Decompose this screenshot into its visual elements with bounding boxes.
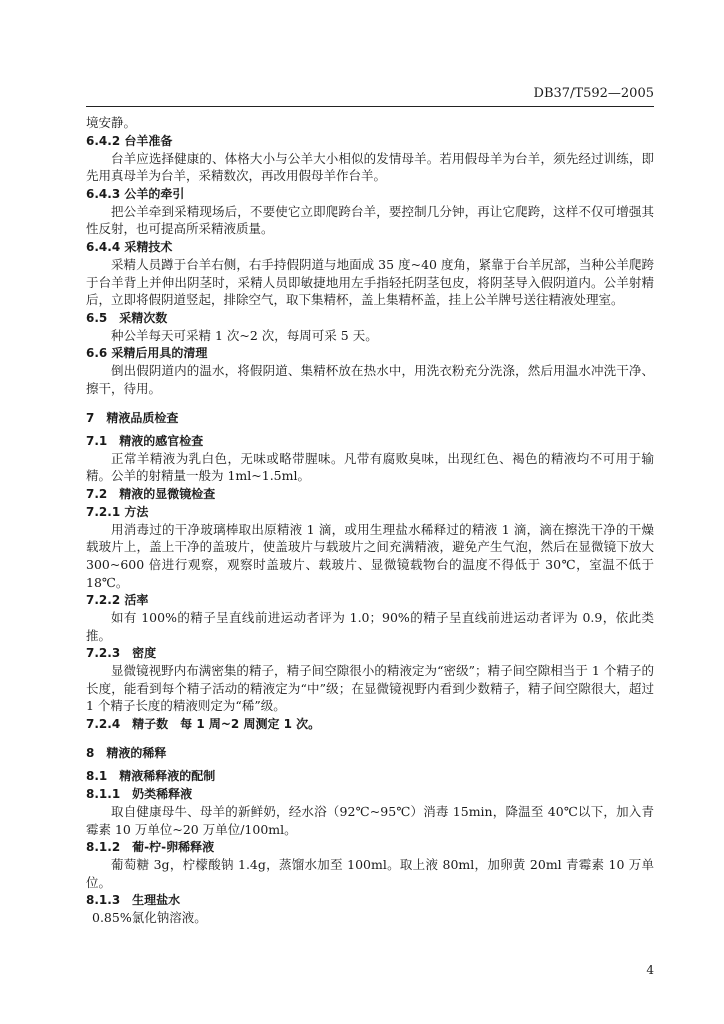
section-heading: 8.1.3 生理盐水	[86, 893, 181, 908]
paragraph-text: 倒出假阴道内的温水，将假阴道、集精杯放在热水中，用洗衣粉充分洗涤，然后用温水冲洗干净、擦干，待用。	[86, 363, 654, 396]
section-heading: 6.4.2 台羊准备	[86, 133, 173, 148]
section-heading: 6.4.4 采精技术	[86, 239, 173, 254]
section-heading: 7.2 精液的显微镜检查	[86, 486, 216, 501]
paragraph-text: 显微镜视野内布满密集的精子，精子间空隙很小的精液定为“密级”；精子间空隙相当于 1 个精子的长度，能看到每个精子活动的精液定为“中”级；在显微镜视野内看到少数精子，精子间空隙很大，超过 1 个精子长度的精液则定为“稀”级。	[86, 663, 654, 714]
paragraph-text: 境安静。	[86, 115, 137, 130]
section-heading: 6.5 采精次数	[86, 310, 168, 325]
section-heading: 8.1 精液稀释液的配制	[86, 769, 216, 784]
section-heading: 7.2.1 方法	[86, 504, 149, 519]
paragraph-text: 种公羊每天可采精 1 次~2 次，每周可采 5 天。	[111, 327, 378, 343]
paragraph-text: 用消毒过的干净玻璃棒取出原精液 1 滴，或用生理盐水稀释过的精液 1 滴，滴在擦洗干净的干燥载玻片上，盖上干净的盖玻片，使盖玻片与载玻片之间充满精液，避免产生气泡，然后在显微镜下放大 300~600 倍进行观察，观察时盖玻片、载玻片、显微镜载物台的温度不得低于 30℃，室温不低于 18℃。	[86, 521, 654, 590]
document-body	[86, 114, 654, 927]
section-heading: 7.2.3 密度	[86, 646, 157, 661]
paragraph-text: 正常羊精液为乳白色，无味或略带腥味。凡带有腐败臭味，出现红色、褐色的精液均不可用于输精。公羊的射精量一般为 1ml~1.5ml。	[86, 450, 654, 484]
header-rule	[86, 106, 654, 107]
page-number: 4	[646, 963, 654, 977]
chapter-heading: 7 精液品质检查	[86, 410, 179, 425]
paragraph-text: 如有 100%的精子呈直线前进运动者评为 1.0；90%的精子呈直线前进运动者评为 0.9，依此类推。	[86, 610, 654, 643]
section-heading: 8.1.1 奶类稀释液	[86, 787, 193, 802]
paragraph-text: 采精人员蹲于台羊右侧，右手持假阴道与地面成 35 度~40 度角，紧靠于台羊尻部，当种公羊爬跨于台羊背上并伸出阴茎时，采精人员即敏捷地用左手指轻托阴茎包皮，将阴茎导入假阴道内。公羊射精后，立即将假阴道竖起，排除空气，取下集精杯，盖上集精杯盖，挂上公羊牌号送往精液处理室。	[86, 256, 654, 308]
section-heading: 8.1.2 葡-柠-卵稀释液	[86, 840, 215, 855]
paragraph-text: 台羊应选择健康的、体格大小与公羊大小相似的发情母羊。若用假母羊为台羊，须先经过训练，即先用真母羊为台羊，采精数次，再改用假母羊作台羊。	[86, 150, 654, 184]
paragraph-text: 把公羊牵到采精现场后，不要使它立即爬跨台羊，要控制几分钟，再让它爬跨，这样不仅可增强其性反射，也可提高所采精液质量。	[86, 203, 654, 237]
section-heading: 6.4.3 公羊的牵引	[86, 186, 185, 201]
document-code: DB37/T592—2005	[533, 86, 654, 101]
paragraph-text: 0.85%氯化钠溶液。	[92, 910, 207, 926]
section-heading: 7.1 精液的感官检查	[86, 433, 204, 448]
paragraph-text: 取自健康母牛、母羊的新鲜奶，经水浴（92℃~95℃）消毒 15min，降温至 40℃以下，加入青霉素 10 万单位~20 万单位/100ml。	[86, 804, 654, 837]
chapter-heading: 8 精液的稀释	[86, 746, 167, 761]
section-heading: 6.6 采精后用具的清理	[86, 346, 208, 361]
section-heading: 7.2.4 精子数 每 1 周~2 周测定 1 次。	[86, 717, 321, 732]
section-heading: 7.2.2 活率	[86, 593, 149, 608]
paragraph-text: 葡萄糖 3g，柠檬酸钠 1.4g，蒸馏水加至 100ml。取上液 80ml，加卵黄 20ml 青霉素 10 万单位。	[86, 857, 654, 890]
